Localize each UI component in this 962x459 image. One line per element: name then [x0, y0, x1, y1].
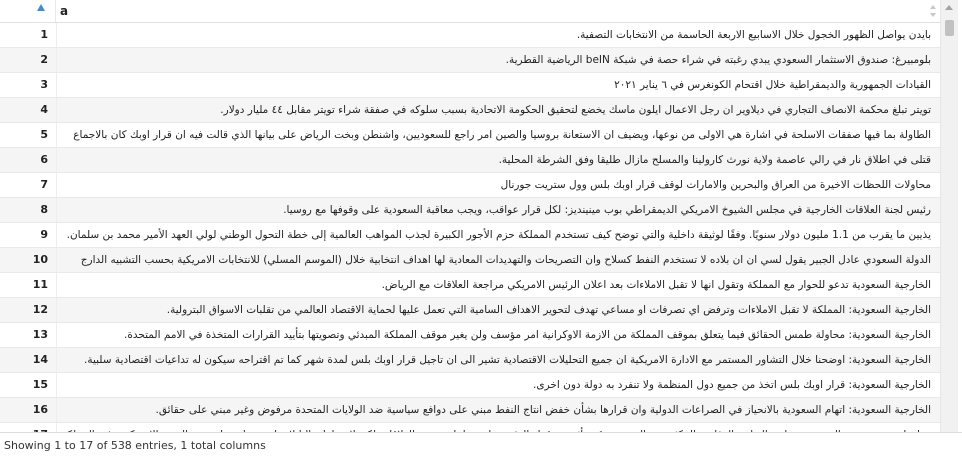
table-footer	[0, 432, 962, 459]
row-index: 4	[40, 103, 48, 116]
row-index: 9	[40, 228, 48, 241]
table-row[interactable]	[0, 223, 941, 248]
scrollbar-thumb[interactable]	[945, 20, 954, 36]
row-index: 3	[40, 78, 48, 91]
column-header-a[interactable]	[56, 0, 941, 22]
table-cell[interactable]: الخارجية السعودية: محاولة طمس الحقائق فيما يتعلق بموقف المملكة من الازمة الاوكرانية امر مؤسف ولن يغير موقف المملكة المبدئي وتصويتها بتأييد القرارات المتخذة في الامم المتحدة.	[56, 323, 933, 347]
table-row[interactable]	[0, 48, 941, 73]
grid-header	[0, 0, 958, 23]
table-cell[interactable]: يذيين ما يقرب من 1.1 مليون دولار سنويًا. وفقًا لوثيقة داخلية والتي توضح كيف تستخدم المملكة حزم الأجور الكبيرة لجذب المواهب العالمية إلى خطة التحول الوطني لولي العهد الأمير محمد بن سلمان.	[56, 223, 933, 247]
table-row[interactable]	[0, 248, 941, 273]
table-cell[interactable]: الخارجية السعودية: قرار اوبك بلس اتخذ من جميع دول المنظمة ولا تنفرد به دولة دون اخرى.	[56, 373, 933, 397]
row-index: 16	[32, 403, 48, 416]
row-index: 5	[40, 128, 48, 141]
table-cell[interactable]: الخارجية السعودية: المملكة لا تقبل الاملاءات وترفض اي تصرفات او مساعي تهدف لتحوير الاهداف السامية التي تعمل عليها لحماية الاقتصاد العالمي من تقلبات الاسواق البترولية.	[56, 298, 933, 322]
table-row[interactable]	[0, 173, 941, 198]
entries-summary: Showing 1 to 17 of 538 entries, 1 total columns	[4, 439, 266, 452]
table-cell[interactable]: الدولة السعودي عادل الجبير يقول لسي ان ان بلاده لا تستخدم النفط كسلاح وان التصريحات والتهديدات المعادية لها اهداف انتخابية خلال (الموسم المسلي) للانتخابات الامريكية بحسب التشبيه الدارج	[56, 248, 933, 272]
table-row[interactable]	[0, 298, 941, 323]
row-index: 12	[32, 303, 48, 316]
row-index: 15	[32, 378, 48, 391]
table-row[interactable]	[0, 348, 941, 373]
row-index: 10	[32, 253, 48, 266]
table-row[interactable]	[0, 98, 941, 123]
scroll-up-icon[interactable]	[945, 5, 953, 10]
column-header-label: a	[60, 4, 69, 18]
table-row[interactable]	[0, 373, 941, 398]
table-cell[interactable]: الخارجية السعودية: اتهام السعودية بالانحياز في الصراعات الدولية وان قرارها بشأن خفض انتاج النفط مبني على دوافع سياسية ضد الولايات المتحدة مرفوض وغير مبني على حقائق.	[56, 398, 933, 422]
row-index-header[interactable]	[0, 0, 56, 22]
table-cell[interactable]: بايدن يواصل الظهور الخجول خلال الاسابيع الاربعة الحاسمة من الانتخابات التصفية.	[56, 23, 933, 47]
row-index: 14	[32, 353, 48, 366]
table-row[interactable]	[0, 323, 941, 348]
table-cell[interactable]: بلومبيرغ: صندوق الاستثمار السعودي يبدي رغبته في شراء حصة في شبكة beIN الرياضية القطرية.	[56, 48, 933, 72]
row-index: 1	[40, 28, 48, 41]
table-cell[interactable]: الخارجية السعودية: اوضحنا خلال التشاور المستمر مع الادارة الامريكية ان جميع التحليلات الاقتصادية تشير الى ان تاجيل قرار اوبك بلس لمدة شهر كما تم اقتراحه سيكون له تداعيات اقتصادية سلبية.	[56, 348, 933, 372]
sort-toggle-icon[interactable]	[929, 4, 937, 18]
table-row[interactable]	[0, 198, 941, 223]
table-cell[interactable]: رئيس لجنة العلاقات الخارجية في مجلس الشيوخ الامريكي الديمقراطي بوب مينينديز: لكل قرار عواقب، ويجب معاقبة السعودية على وقوفها مع روسيا.	[56, 198, 933, 222]
vertical-scrollbar[interactable]	[940, 0, 958, 432]
table-cell[interactable]: محاولات اللحظات الاخيرة من العراق والبحرين والامارات لوقف قرار اوبك بلس وول ستريت جورنال	[56, 173, 933, 197]
row-index: 11	[32, 278, 48, 291]
table-row[interactable]	[0, 123, 941, 148]
table-row[interactable]	[0, 23, 941, 48]
row-index: 7	[40, 178, 48, 191]
table-row[interactable]	[0, 148, 941, 173]
table-cell[interactable]: الطاولة بما فيها صفقات الاسلحة في اشارة هي الاولى من نوعها، ويضيف ان الاستعانة بروسيا والصين امر راجع للسعوديين، واشنطن وبخت الرياض على بيانها الذي قالت فيه ان قرار اوبك كان بالاجماع	[56, 123, 933, 147]
table-cell[interactable]: القيادات الجمهورية والديمقراطية خلال اقتحام الكونغرس في ٦ يناير ٢٠٢١	[56, 73, 933, 97]
table-cell[interactable]: قتلى في اطلاق نار في رالي عاصمة ولاية نورث كارولينا والمسلح مازال طليقا وفق الشرطة المحلية.	[56, 148, 933, 172]
row-index: 13	[32, 328, 48, 341]
grid-body	[0, 23, 941, 432]
table-row[interactable]	[0, 398, 941, 423]
table-row[interactable]	[0, 73, 941, 98]
row-index: 8	[40, 203, 48, 216]
table-cell[interactable]: الخارجية السعودية تدعو للحوار مع المملكة وتقول انها لا تقبل الاملاءات بعد اعلان الرئيس الامريكي مراجعة العلاقات مع الرياض.	[56, 273, 933, 297]
row-index: 6	[40, 153, 48, 166]
row-index: 2	[40, 53, 48, 66]
table-row[interactable]	[0, 273, 941, 298]
sort-ascending-icon[interactable]	[36, 3, 46, 13]
table-cell[interactable]: تويتر تبلغ محكمة الانصاف التجاري في ديلاوير ان رجل الاعمال ايلون ماسك يخضع لتحقيق الحكومة الاتحادية بسبب سلوكه في صفقة شراء تويتر مقابل ٤٤ مليار دولار.	[56, 98, 933, 122]
